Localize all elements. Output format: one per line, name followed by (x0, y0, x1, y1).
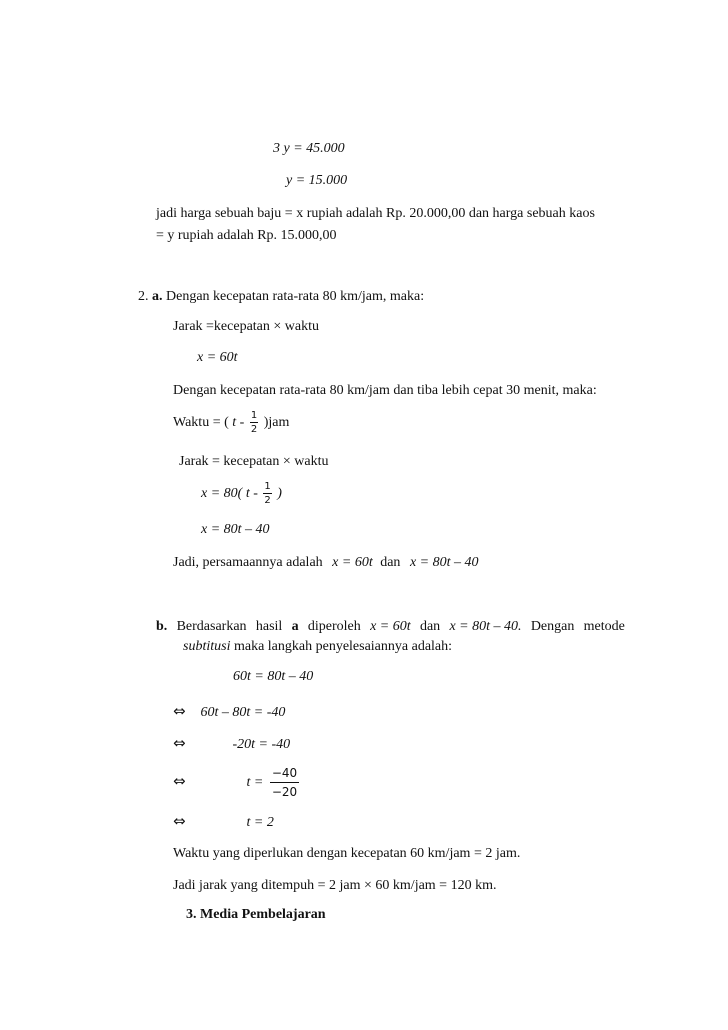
summary-equation-2: x = 80t – 40 (409, 555, 479, 570)
summary-prefix: Jadi, persamaannya adalah (173, 555, 323, 570)
x80-prefix: x = 80( t - (201, 486, 258, 501)
equation-x-60t: x = 60t (197, 350, 238, 365)
summary-equation-1: x = 60t (332, 555, 373, 570)
fraction-half (250, 410, 258, 435)
equation-x-80 (201, 481, 282, 507)
line-rest: maka langkah penyelesaiannya adalah: (233, 639, 453, 654)
waktu-formula (173, 410, 289, 436)
question-2a-heading (138, 288, 424, 306)
step-1 (173, 702, 285, 722)
equation-x-80t-40: x = 80t – 40 (201, 522, 270, 537)
step-3-lhs: t = (246, 775, 264, 790)
step-3 (173, 764, 299, 800)
equations-summary (173, 554, 479, 572)
part-a-label: a. (152, 289, 163, 304)
word: diperoleh (307, 619, 361, 634)
time-result: Waktu yang diperlukan dengan kecepatan 60 km/jam = 2 jam. (173, 846, 521, 861)
iff-icon: ⇔ (173, 734, 186, 752)
step-1-equation: 60t – 80t = -40 (200, 705, 286, 720)
fraction-minus40-minus20 (270, 766, 299, 799)
equation-y: y = 15.000 (286, 173, 348, 188)
iff-icon: ⇔ (173, 812, 186, 830)
question-2b-line-2 (183, 638, 452, 656)
step-2-equation: -20t = -40 (232, 737, 291, 752)
word: x = 80t – 40. (449, 619, 522, 634)
step-4 (173, 812, 274, 832)
fraction-numerator: −40 (270, 766, 299, 783)
step-2 (173, 734, 290, 754)
subtitusi-word: subtitusi (183, 639, 231, 654)
fraction-half (263, 481, 271, 506)
section-heading: 3. Media Pembelajaran (186, 907, 326, 922)
waktu-t: t - (232, 415, 245, 430)
conclusion-line-2: = y rupiah adalah Rp. 15.000,00 (156, 228, 337, 243)
fraction-denominator: 2 (250, 424, 258, 436)
word: dan (419, 619, 441, 634)
word: hasil (255, 619, 283, 634)
fraction-numerator: 1 (250, 410, 258, 422)
waktu-prefix: Waktu = ( (173, 415, 229, 430)
question-2b-line-1 (156, 618, 625, 636)
condition-text: Dengan kecepatan rata-rata 80 km/jam dan tiba lebih cepat 30 menit, maka: (173, 383, 597, 398)
word: x = 60t (370, 619, 411, 634)
iff-icon: ⇔ (173, 772, 186, 790)
question-number: 2. (138, 289, 149, 304)
distance-result: Jadi jarak yang ditempuh = 2 jam × 60 km/jam = 120 km. (173, 878, 497, 893)
waktu-suffix: )jam (263, 415, 290, 430)
part-a-text: Dengan kecepatan rata-rata 80 km/jam, maka: (166, 289, 425, 304)
x80-suffix: ) (277, 486, 282, 501)
part-b-label: b. (156, 619, 168, 634)
iff-icon: ⇔ (173, 702, 186, 720)
jarak-formula-2: Jarak = kecepatan × waktu (179, 454, 329, 469)
word: a (291, 619, 299, 634)
word: Dengan (530, 619, 575, 634)
summary-and: dan (380, 555, 401, 570)
fraction-numerator: 1 (264, 481, 271, 493)
step-4-equation: t = 2 (246, 815, 274, 830)
word: metode (583, 619, 625, 634)
fraction-denominator: 2 (264, 495, 271, 507)
word: Berdasarkan (176, 619, 247, 634)
conclusion-line-1: jadi harga sebuah baju = x rupiah adalah Rp. 20.000,00 dan harga sebuah kaos (156, 206, 595, 221)
fraction-denominator: −20 (271, 785, 298, 800)
equation-60t-80t-40: 60t = 80t – 40 (233, 669, 314, 684)
jarak-formula-1: Jarak =kecepatan × waktu (173, 319, 320, 334)
equation-3y: 3 y = 45.000 (273, 141, 345, 156)
